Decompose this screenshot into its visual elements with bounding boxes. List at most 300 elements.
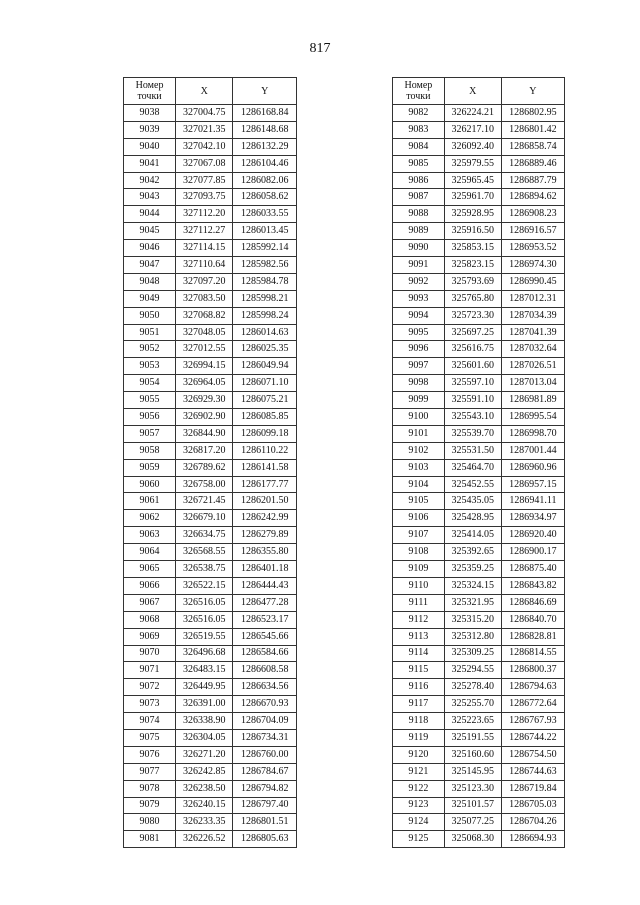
x-coordinate-cell: 326338.90 xyxy=(176,713,233,730)
y-coordinate-cell: 1286401.18 xyxy=(233,561,297,578)
x-coordinate-cell: 327083.50 xyxy=(176,290,233,307)
y-coordinate-cell: 1286894.62 xyxy=(501,189,564,206)
y-coordinate-cell: 1287034.39 xyxy=(501,307,564,324)
table-row xyxy=(124,577,297,594)
x-coordinate-cell: 326224.21 xyxy=(444,105,501,122)
point-number-cell: 9074 xyxy=(124,713,176,730)
x-coordinate-cell: 325392.65 xyxy=(444,544,501,561)
table-header-row xyxy=(124,78,297,105)
x-coordinate-cell: 325539.70 xyxy=(444,425,501,442)
table-row xyxy=(124,493,297,510)
table-row xyxy=(124,544,297,561)
table-row xyxy=(124,375,297,392)
point-number-cell: 9063 xyxy=(124,527,176,544)
y-coordinate-cell: 1286177.77 xyxy=(233,476,297,493)
y-header: Y xyxy=(501,78,564,105)
x-coordinate-cell: 325435.05 xyxy=(444,493,501,510)
table-row xyxy=(393,273,565,290)
x-coordinate-cell: 327067.08 xyxy=(176,155,233,172)
y-coordinate-cell: 1286875.40 xyxy=(501,561,564,578)
point-number-cell: 9111 xyxy=(393,594,445,611)
point-number-cell: 9053 xyxy=(124,358,176,375)
y-coordinate-cell: 1287013.04 xyxy=(501,375,564,392)
table-row xyxy=(393,561,565,578)
point-number-cell: 9062 xyxy=(124,510,176,527)
y-coordinate-cell: 1286014.63 xyxy=(233,324,297,341)
table-row xyxy=(124,729,297,746)
x-coordinate-cell: 326304.05 xyxy=(176,729,233,746)
y-coordinate-cell: 1286033.55 xyxy=(233,206,297,223)
x-coordinate-cell: 326516.05 xyxy=(176,594,233,611)
x-coordinate-cell: 325077.25 xyxy=(444,814,501,831)
table-row xyxy=(124,713,297,730)
table-row xyxy=(124,121,297,138)
x-coordinate-cell: 326758.00 xyxy=(176,476,233,493)
page-number: 817 xyxy=(309,41,331,56)
table-row xyxy=(393,476,565,493)
x-coordinate-cell: 325312.80 xyxy=(444,628,501,645)
x-coordinate-cell: 326789.62 xyxy=(176,459,233,476)
y-coordinate-cell: 1286760.00 xyxy=(233,746,297,763)
x-coordinate-cell: 325324.15 xyxy=(444,577,501,594)
x-coordinate-cell: 325223.65 xyxy=(444,713,501,730)
table-row xyxy=(124,105,297,122)
table-body xyxy=(393,105,565,848)
y-coordinate-cell: 1286934.97 xyxy=(501,510,564,527)
point-number-cell: 9079 xyxy=(124,797,176,814)
y-coordinate-cell: 1286719.84 xyxy=(501,780,564,797)
x-coordinate-cell: 325591.10 xyxy=(444,392,501,409)
y-coordinate-cell: 1285984.78 xyxy=(233,273,297,290)
y-coordinate-cell: 1286477.28 xyxy=(233,594,297,611)
point-number-cell: 9109 xyxy=(393,561,445,578)
x-coordinate-cell: 327097.20 xyxy=(176,273,233,290)
y-coordinate-cell: 1286805.63 xyxy=(233,831,297,848)
x-coordinate-cell: 325928.95 xyxy=(444,206,501,223)
y-coordinate-cell: 1287001.44 xyxy=(501,442,564,459)
point-number-cell: 9120 xyxy=(393,746,445,763)
y-coordinate-cell: 1286858.74 xyxy=(501,138,564,155)
y-coordinate-cell: 1286797.40 xyxy=(233,797,297,814)
point-number-cell: 9101 xyxy=(393,425,445,442)
x-coordinate-cell: 325359.25 xyxy=(444,561,501,578)
point-number-cell: 9095 xyxy=(393,324,445,341)
y-coordinate-cell: 1286754.50 xyxy=(501,746,564,763)
table-row xyxy=(393,290,565,307)
y-coordinate-cell: 1285982.56 xyxy=(233,257,297,274)
y-coordinate-cell: 1286705.03 xyxy=(501,797,564,814)
point-number-cell: 9117 xyxy=(393,696,445,713)
x-coordinate-cell: 325961.70 xyxy=(444,189,501,206)
point-number-cell: 9116 xyxy=(393,679,445,696)
x-coordinate-cell: 326092.40 xyxy=(444,138,501,155)
x-coordinate-cell: 325321.95 xyxy=(444,594,501,611)
point-number-cell: 9093 xyxy=(393,290,445,307)
table-row xyxy=(124,425,297,442)
point-number-cell: 9075 xyxy=(124,729,176,746)
table-row xyxy=(124,257,297,274)
x-coordinate-cell: 327110.64 xyxy=(176,257,233,274)
x-coordinate-cell: 326902.90 xyxy=(176,409,233,426)
x-coordinate-cell: 325255.70 xyxy=(444,696,501,713)
x-coordinate-cell: 326817.20 xyxy=(176,442,233,459)
y-coordinate-cell: 1286941.11 xyxy=(501,493,564,510)
point-number-cell: 9115 xyxy=(393,662,445,679)
y-coordinate-cell: 1286099.18 xyxy=(233,425,297,442)
table-row xyxy=(124,189,297,206)
y-coordinate-cell: 1285998.21 xyxy=(233,290,297,307)
point-number-cell: 9048 xyxy=(124,273,176,290)
point-number-cell: 9124 xyxy=(393,814,445,831)
point-number-cell: 9085 xyxy=(393,155,445,172)
point-number-cell: 9059 xyxy=(124,459,176,476)
table-row xyxy=(393,392,565,409)
point-number-cell: 9050 xyxy=(124,307,176,324)
point-number-cell: 9073 xyxy=(124,696,176,713)
table-row xyxy=(393,628,565,645)
table-row xyxy=(124,746,297,763)
point-number-cell: 9060 xyxy=(124,476,176,493)
table-row xyxy=(124,240,297,257)
table-row xyxy=(393,831,565,848)
x-coordinate-cell: 325278.40 xyxy=(444,679,501,696)
point-number-cell: 9086 xyxy=(393,172,445,189)
x-header: X xyxy=(176,78,233,105)
point-number-cell: 9092 xyxy=(393,273,445,290)
table-row xyxy=(393,594,565,611)
point-number-cell: 9077 xyxy=(124,763,176,780)
point-number-cell: 9047 xyxy=(124,257,176,274)
x-coordinate-cell: 325765.80 xyxy=(444,290,501,307)
table-row xyxy=(124,138,297,155)
y-coordinate-cell: 1286082.06 xyxy=(233,172,297,189)
x-coordinate-cell: 327093.75 xyxy=(176,189,233,206)
y-coordinate-cell: 1286545.66 xyxy=(233,628,297,645)
table-row xyxy=(124,442,297,459)
point-number-header-line1: Номер xyxy=(404,80,433,91)
y-coordinate-cell: 1285992.14 xyxy=(233,240,297,257)
x-coordinate-cell: 326226.52 xyxy=(176,831,233,848)
point-number-cell: 9102 xyxy=(393,442,445,459)
table-row xyxy=(124,459,297,476)
table-row xyxy=(124,307,297,324)
point-number-cell: 9081 xyxy=(124,831,176,848)
table-row xyxy=(393,257,565,274)
x-coordinate-cell: 325916.50 xyxy=(444,223,501,240)
table-row xyxy=(393,696,565,713)
point-number-cell: 9067 xyxy=(124,594,176,611)
y-coordinate-cell: 1286744.22 xyxy=(501,729,564,746)
x-coordinate-cell: 325123.30 xyxy=(444,780,501,797)
point-number-cell: 9106 xyxy=(393,510,445,527)
y-coordinate-cell: 1286784.67 xyxy=(233,763,297,780)
table-row xyxy=(393,324,565,341)
point-number-cell: 9049 xyxy=(124,290,176,307)
x-coordinate-cell: 325145.95 xyxy=(444,763,501,780)
table-row xyxy=(393,493,565,510)
y-coordinate-cell: 1286110.22 xyxy=(233,442,297,459)
point-number-cell: 9076 xyxy=(124,746,176,763)
y-coordinate-cell: 1286974.30 xyxy=(501,257,564,274)
point-number-header-line2: точки xyxy=(406,91,431,102)
y-coordinate-cell: 1287026.51 xyxy=(501,358,564,375)
point-number-cell: 9040 xyxy=(124,138,176,155)
table-row xyxy=(393,105,565,122)
y-coordinate-cell: 1286523.17 xyxy=(233,611,297,628)
x-coordinate-cell: 325315.20 xyxy=(444,611,501,628)
point-number-cell: 9041 xyxy=(124,155,176,172)
coordinates-table-right xyxy=(392,77,565,848)
point-number-cell: 9100 xyxy=(393,409,445,426)
y-coordinate-cell: 1286889.46 xyxy=(501,155,564,172)
point-number-cell: 9087 xyxy=(393,189,445,206)
point-number-cell: 9107 xyxy=(393,527,445,544)
y-coordinate-cell: 1286960.96 xyxy=(501,459,564,476)
y-coordinate-cell: 1286998.70 xyxy=(501,425,564,442)
x-coordinate-cell: 326217.10 xyxy=(444,121,501,138)
x-coordinate-cell: 326568.55 xyxy=(176,544,233,561)
x-coordinate-cell: 327068.82 xyxy=(176,307,233,324)
x-coordinate-cell: 326271.20 xyxy=(176,746,233,763)
table-row xyxy=(124,527,297,544)
y-coordinate-cell: 1286794.63 xyxy=(501,679,564,696)
y-coordinate-cell: 1286242.99 xyxy=(233,510,297,527)
x-coordinate-cell: 327004.75 xyxy=(176,105,233,122)
y-coordinate-cell: 1286767.93 xyxy=(501,713,564,730)
point-number-cell: 9098 xyxy=(393,375,445,392)
x-coordinate-cell: 325309.25 xyxy=(444,645,501,662)
table-row xyxy=(124,172,297,189)
x-coordinate-cell: 327112.27 xyxy=(176,223,233,240)
point-number-cell: 9097 xyxy=(393,358,445,375)
point-number-cell: 9058 xyxy=(124,442,176,459)
table-row xyxy=(393,375,565,392)
point-number-cell: 9119 xyxy=(393,729,445,746)
table-row xyxy=(124,324,297,341)
y-coordinate-cell: 1286887.79 xyxy=(501,172,564,189)
point-number-cell: 9088 xyxy=(393,206,445,223)
point-number-header xyxy=(393,78,445,105)
x-coordinate-cell: 327012.55 xyxy=(176,341,233,358)
point-number-cell: 9112 xyxy=(393,611,445,628)
y-coordinate-cell: 1286744.63 xyxy=(501,763,564,780)
x-coordinate-cell: 327048.05 xyxy=(176,324,233,341)
y-coordinate-cell: 1286734.31 xyxy=(233,729,297,746)
y-coordinate-cell: 1286132.29 xyxy=(233,138,297,155)
coordinates-table-left xyxy=(123,77,297,848)
x-coordinate-cell: 325543.10 xyxy=(444,409,501,426)
x-coordinate-cell: 325160.60 xyxy=(444,746,501,763)
x-coordinate-cell: 325793.69 xyxy=(444,273,501,290)
x-coordinate-cell: 326538.75 xyxy=(176,561,233,578)
x-coordinate-cell: 326679.10 xyxy=(176,510,233,527)
x-coordinate-cell: 325191.55 xyxy=(444,729,501,746)
table-row xyxy=(393,577,565,594)
point-number-cell: 9072 xyxy=(124,679,176,696)
table-row xyxy=(124,223,297,240)
point-number-cell: 9064 xyxy=(124,544,176,561)
point-number-cell: 9039 xyxy=(124,121,176,138)
x-coordinate-cell: 325428.95 xyxy=(444,510,501,527)
table-row xyxy=(393,307,565,324)
y-coordinate-cell: 1287032.64 xyxy=(501,341,564,358)
x-coordinate-cell: 325452.55 xyxy=(444,476,501,493)
point-number-cell: 9090 xyxy=(393,240,445,257)
table-row xyxy=(393,763,565,780)
y-coordinate-cell: 1286908.23 xyxy=(501,206,564,223)
table-row xyxy=(393,442,565,459)
point-number-cell: 9071 xyxy=(124,662,176,679)
x-coordinate-cell: 326994.15 xyxy=(176,358,233,375)
x-coordinate-cell: 327021.35 xyxy=(176,121,233,138)
point-number-cell: 9099 xyxy=(393,392,445,409)
x-coordinate-cell: 326929.30 xyxy=(176,392,233,409)
y-coordinate-cell: 1285998.24 xyxy=(233,307,297,324)
x-coordinate-cell: 325294.55 xyxy=(444,662,501,679)
table-row xyxy=(124,679,297,696)
point-number-cell: 9096 xyxy=(393,341,445,358)
point-number-cell: 9065 xyxy=(124,561,176,578)
point-number-cell: 9054 xyxy=(124,375,176,392)
table-row xyxy=(393,797,565,814)
point-number-cell: 9083 xyxy=(393,121,445,138)
table-row xyxy=(124,155,297,172)
y-coordinate-cell: 1286920.40 xyxy=(501,527,564,544)
x-coordinate-cell: 326242.85 xyxy=(176,763,233,780)
point-number-cell: 9094 xyxy=(393,307,445,324)
y-coordinate-cell: 1286801.42 xyxy=(501,121,564,138)
x-coordinate-cell: 326519.55 xyxy=(176,628,233,645)
table-row xyxy=(124,206,297,223)
x-coordinate-cell: 325414.05 xyxy=(444,527,501,544)
y-coordinate-cell: 1287012.31 xyxy=(501,290,564,307)
point-number-cell: 9055 xyxy=(124,392,176,409)
x-coordinate-cell: 325101.57 xyxy=(444,797,501,814)
y-coordinate-cell: 1286995.54 xyxy=(501,409,564,426)
table-row xyxy=(124,273,297,290)
x-coordinate-cell: 326721.45 xyxy=(176,493,233,510)
table-row xyxy=(124,392,297,409)
y-coordinate-cell: 1286814.55 xyxy=(501,645,564,662)
y-coordinate-cell: 1286141.58 xyxy=(233,459,297,476)
point-number-cell: 9068 xyxy=(124,611,176,628)
table-row xyxy=(124,611,297,628)
x-coordinate-cell: 325853.15 xyxy=(444,240,501,257)
y-coordinate-cell: 1286085.85 xyxy=(233,409,297,426)
x-coordinate-cell: 326964.05 xyxy=(176,375,233,392)
table-row xyxy=(393,662,565,679)
table-row xyxy=(393,729,565,746)
table-row xyxy=(393,240,565,257)
point-number-cell: 9108 xyxy=(393,544,445,561)
y-coordinate-cell: 1286608.58 xyxy=(233,662,297,679)
y-coordinate-cell: 1286049.94 xyxy=(233,358,297,375)
y-coordinate-cell: 1286634.56 xyxy=(233,679,297,696)
table-row xyxy=(393,341,565,358)
point-number-cell: 9091 xyxy=(393,257,445,274)
table-row xyxy=(124,780,297,797)
table-row xyxy=(393,223,565,240)
table-row xyxy=(393,138,565,155)
table-row xyxy=(393,189,565,206)
table-row xyxy=(124,763,297,780)
y-coordinate-cell: 1286916.57 xyxy=(501,223,564,240)
point-number-cell: 9066 xyxy=(124,577,176,594)
table-row xyxy=(393,510,565,527)
table-row xyxy=(124,814,297,831)
y-coordinate-cell: 1286704.09 xyxy=(233,713,297,730)
point-number-cell: 9044 xyxy=(124,206,176,223)
y-coordinate-cell: 1286355.80 xyxy=(233,544,297,561)
x-coordinate-cell: 326522.15 xyxy=(176,577,233,594)
y-coordinate-cell: 1286990.45 xyxy=(501,273,564,290)
x-coordinate-cell: 325723.30 xyxy=(444,307,501,324)
point-number-cell: 9089 xyxy=(393,223,445,240)
point-number-header-line2: точки xyxy=(137,91,162,102)
table-row xyxy=(393,645,565,662)
y-coordinate-cell: 1286772.64 xyxy=(501,696,564,713)
y-coordinate-cell: 1286840.70 xyxy=(501,611,564,628)
y-coordinate-cell: 1286794.82 xyxy=(233,780,297,797)
table-row xyxy=(393,155,565,172)
x-coordinate-cell: 326516.05 xyxy=(176,611,233,628)
point-number-cell: 9125 xyxy=(393,831,445,848)
table-row xyxy=(124,696,297,713)
table-header-row xyxy=(393,78,565,105)
y-coordinate-cell: 1286058.62 xyxy=(233,189,297,206)
point-number-cell: 9069 xyxy=(124,628,176,645)
table-row xyxy=(393,780,565,797)
point-number-cell: 9113 xyxy=(393,628,445,645)
table-row xyxy=(393,746,565,763)
y-coordinate-cell: 1286802.95 xyxy=(501,105,564,122)
x-coordinate-cell: 326240.15 xyxy=(176,797,233,814)
point-number-cell: 9080 xyxy=(124,814,176,831)
point-number-cell: 9052 xyxy=(124,341,176,358)
y-coordinate-cell: 1286104.46 xyxy=(233,155,297,172)
y-coordinate-cell: 1286670.93 xyxy=(233,696,297,713)
x-coordinate-cell: 326844.90 xyxy=(176,425,233,442)
x-coordinate-cell: 327077.85 xyxy=(176,172,233,189)
x-coordinate-cell: 325616.75 xyxy=(444,341,501,358)
point-number-cell: 9118 xyxy=(393,713,445,730)
table-row xyxy=(124,341,297,358)
table-row xyxy=(124,561,297,578)
y-coordinate-cell: 1286694.93 xyxy=(501,831,564,848)
y-coordinate-cell: 1286025.35 xyxy=(233,341,297,358)
table-row xyxy=(124,290,297,307)
table-row xyxy=(393,611,565,628)
y-coordinate-cell: 1286900.17 xyxy=(501,544,564,561)
x-coordinate-cell: 325979.55 xyxy=(444,155,501,172)
y-coordinate-cell: 1286953.52 xyxy=(501,240,564,257)
x-coordinate-cell: 325823.15 xyxy=(444,257,501,274)
y-coordinate-cell: 1286201.50 xyxy=(233,493,297,510)
y-coordinate-cell: 1286168.84 xyxy=(233,105,297,122)
y-coordinate-cell: 1286071.10 xyxy=(233,375,297,392)
table-row xyxy=(124,476,297,493)
x-coordinate-cell: 327042.10 xyxy=(176,138,233,155)
table-row xyxy=(124,797,297,814)
y-header: Y xyxy=(233,78,297,105)
point-number-cell: 9121 xyxy=(393,763,445,780)
table-row xyxy=(124,510,297,527)
x-coordinate-cell: 326391.00 xyxy=(176,696,233,713)
table-row xyxy=(393,814,565,831)
x-coordinate-cell: 326483.15 xyxy=(176,662,233,679)
y-coordinate-cell: 1286279.89 xyxy=(233,527,297,544)
point-number-cell: 9043 xyxy=(124,189,176,206)
